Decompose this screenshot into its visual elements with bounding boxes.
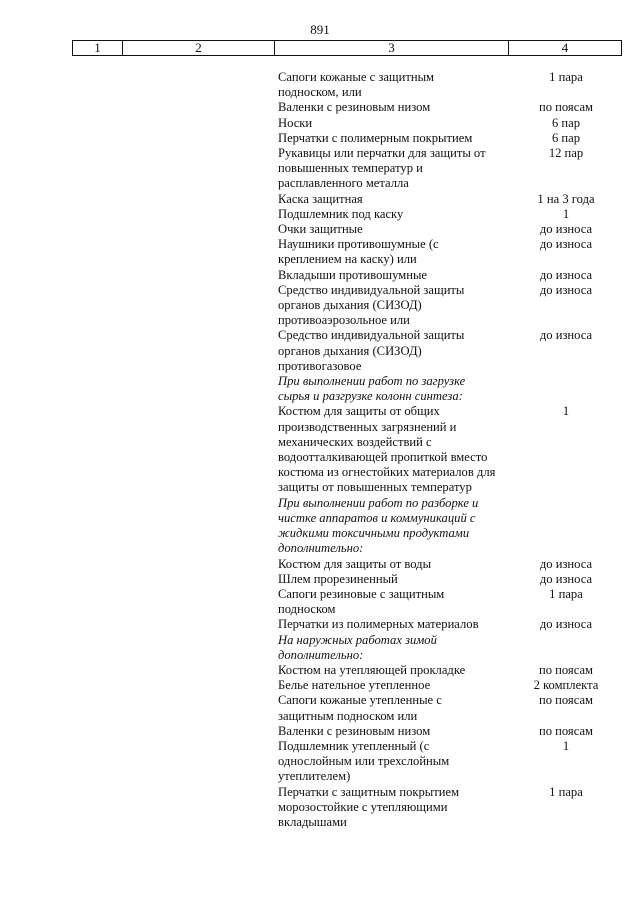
column-header-1: 1 xyxy=(73,41,123,56)
ppe-item-quantity: 1 xyxy=(562,404,570,419)
ppe-item-row xyxy=(0,116,640,131)
ppe-item-row xyxy=(0,404,640,495)
ppe-item-row xyxy=(0,557,640,572)
ppe-item-name: Перчатки из полимерных материалов xyxy=(278,617,479,632)
ppe-item-row xyxy=(0,587,640,617)
ppe-item-quantity: 1 пара xyxy=(549,586,583,601)
section-heading-row xyxy=(0,633,640,663)
ppe-item-name: Шлем прорезиненный xyxy=(278,571,398,586)
section-heading-text: При выполнении работ по загрузке сырья и разгрузке колонн синтеза: xyxy=(278,374,466,404)
ppe-item-name: Костюм на утепляющей прокладке xyxy=(278,662,466,677)
section-heading-text: На наружных работах зимой дополнительно: xyxy=(278,632,437,662)
ppe-item-name: Средство индивидуальной защиты органов дыхания (СИЗОД) противогазовое xyxy=(278,328,465,373)
ppe-item-name: Подшлемник под каску xyxy=(278,206,404,221)
page-number: 891 xyxy=(310,22,330,37)
ppe-item-quantity: до износа xyxy=(539,267,593,282)
ppe-item-name: Перчатки с полимерным покрытием xyxy=(278,130,473,145)
section-heading-row xyxy=(0,496,640,557)
ppe-item-quantity: 6 пар xyxy=(551,130,581,145)
ppe-item-row xyxy=(0,268,640,283)
ppe-item-quantity: до износа xyxy=(539,222,593,237)
ppe-item-quantity: до износа xyxy=(539,328,593,343)
ppe-item-quantity: 1 на 3 года xyxy=(537,191,595,206)
ppe-item-quantity: до износа xyxy=(539,237,593,252)
ppe-item-quantity: 2 комплекта xyxy=(533,678,599,693)
column-header-3: 3 xyxy=(275,41,509,56)
ppe-item-row xyxy=(0,100,640,115)
ppe-item-name: Перчатки с защитным покрытием морозостойкие с утепляющими вкладышами xyxy=(278,784,460,829)
ppe-item-quantity: 12 пар xyxy=(548,146,584,161)
ppe-item-row xyxy=(0,617,640,632)
ppe-item-quantity: 1 пара xyxy=(549,784,583,799)
ppe-item-quantity: до износа xyxy=(539,556,593,571)
ppe-item-quantity: 1 xyxy=(562,738,570,753)
ppe-item-name: Сапоги кожаные утепленные с защитным подноском или xyxy=(278,693,442,723)
ppe-item-row xyxy=(0,131,640,146)
ppe-item-list xyxy=(0,70,640,830)
ppe-item-name: Костюм для защиты от общих производственных загрязнений и механических воздействий с водоотталкивающей пропиткой вместо костюма из огнестойких материалов для защиты от повышенных температур xyxy=(278,404,496,495)
ppe-item-name: Костюм для защиты от воды xyxy=(278,556,432,571)
ppe-item-row xyxy=(0,739,640,785)
ppe-item-name: Валенки с резиновым низом xyxy=(278,723,431,738)
column-header-table xyxy=(72,40,622,56)
column-header-4: 4 xyxy=(509,41,622,56)
ppe-item-quantity xyxy=(516,374,616,404)
section-heading-text: При выполнении работ по разборке и чистке аппаратов и коммуникаций с жидкими токсичными продуктами дополнительно: xyxy=(278,495,479,556)
ppe-item-row xyxy=(0,572,640,587)
ppe-item-name: Сапоги резиновые с защитным подноском xyxy=(278,586,445,617)
ppe-item-name: Подшлемник утепленный (с однослойным или трехслойным утеплителем) xyxy=(278,738,450,784)
ppe-item-name: Вкладыши противошумные xyxy=(278,267,428,282)
ppe-item-row xyxy=(0,328,640,374)
ppe-item-row xyxy=(0,222,640,237)
ppe-item-quantity: до износа xyxy=(539,571,593,586)
ppe-item-quantity: по поясам xyxy=(538,662,594,677)
ppe-item-row xyxy=(0,207,640,222)
ppe-item-name: Наушники противошумные (с креплением на каску) или xyxy=(278,237,439,267)
ppe-item-row xyxy=(0,724,640,739)
ppe-item-row xyxy=(0,663,640,678)
ppe-item-name: Белье нательное утепленное xyxy=(278,678,431,693)
column-header-row xyxy=(73,41,622,56)
ppe-item-name: Носки xyxy=(278,115,313,130)
ppe-item-row xyxy=(0,785,640,831)
ppe-item-name: Очки защитные xyxy=(278,222,363,237)
ppe-item-row xyxy=(0,70,640,100)
ppe-item-quantity: до износа xyxy=(539,282,593,297)
ppe-item-quantity xyxy=(516,496,616,557)
ppe-item-row xyxy=(0,678,640,693)
ppe-item-quantity: 6 пар xyxy=(551,115,581,130)
ppe-item-name: Рукавицы или перчатки для защиты от повышенных температур и расплавленного металла xyxy=(278,146,486,191)
ppe-item-quantity: по поясам xyxy=(538,723,594,738)
ppe-item-quantity: 1 xyxy=(562,206,570,221)
ppe-item-name: Валенки с резиновым низом xyxy=(278,100,431,115)
ppe-item-name: Сапоги кожаные с защитным подноском, или xyxy=(278,70,435,100)
ppe-item-row xyxy=(0,237,640,267)
ppe-item-quantity: до износа xyxy=(539,617,593,632)
ppe-item-name: Каска защитная xyxy=(278,191,363,206)
section-heading-row xyxy=(0,374,640,404)
ppe-item-row xyxy=(0,192,640,207)
ppe-item-name: Средство индивидуальной защиты органов дыхания (СИЗОД) противоаэрозольное или xyxy=(278,282,465,328)
ppe-item-quantity: по поясам xyxy=(538,100,594,115)
column-header-2: 2 xyxy=(123,41,275,56)
ppe-item-row xyxy=(0,693,640,723)
ppe-item-quantity: 1 пара xyxy=(549,70,583,84)
ppe-item-row xyxy=(0,146,640,192)
ppe-item-quantity: по поясам xyxy=(538,693,594,708)
ppe-item-row xyxy=(0,283,640,329)
ppe-item-quantity xyxy=(516,633,616,663)
